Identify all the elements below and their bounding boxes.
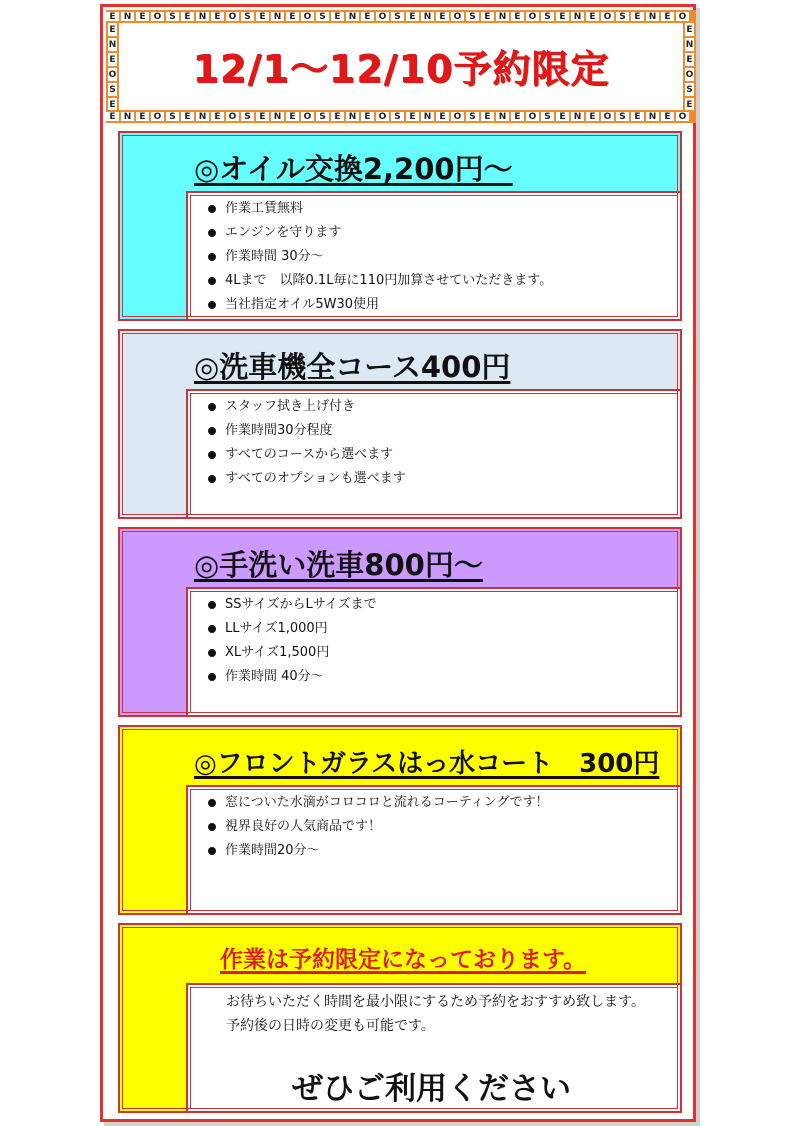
list-item: 窓についた水滴がコロコロと流れるコーティングです！ (208, 791, 548, 815)
border-letter: O (226, 12, 239, 21)
list-item: エンジンを守ります (208, 221, 552, 245)
border-letter: N (496, 112, 509, 121)
border-letter: E (511, 12, 524, 21)
section-title: ◎オイル交換2,200円～ (194, 152, 513, 186)
bullet-icon (208, 475, 216, 483)
border-letter: E (106, 12, 119, 21)
border-letter: E (686, 54, 693, 65)
section-body (186, 191, 680, 319)
border-letter: E (686, 24, 693, 35)
border-letter: S (391, 112, 404, 121)
bullet-icon (208, 649, 216, 657)
border-letter: O (526, 12, 539, 21)
border-letter: E (631, 112, 644, 121)
border-letter: N (571, 112, 584, 121)
section-accent-panel (120, 529, 186, 715)
list-item: すべてのオプションも選べます (208, 467, 406, 491)
section-reservation-notice (118, 923, 682, 1113)
border-letter: E (436, 112, 449, 121)
section-accent-panel (120, 331, 186, 517)
border-letter: S (241, 12, 254, 21)
border-letter: O (226, 112, 239, 121)
border-letter: E (109, 24, 116, 35)
bullet-list (208, 593, 377, 689)
list-item: SSサイズからLサイズまで (208, 593, 377, 617)
section-accent-panel (120, 133, 186, 319)
border-letter: E (106, 112, 119, 121)
border-letter: N (346, 112, 359, 121)
border-letter: N (496, 12, 509, 21)
border-letter: O (376, 112, 389, 121)
bullet-icon (208, 277, 216, 285)
reservation-note: お待ちいただく時間を最小限にするため予約をおすすめ致します。 (226, 994, 646, 1010)
border-letter: S (166, 12, 179, 21)
bullet-icon (208, 799, 216, 807)
border-letter: E (631, 12, 644, 21)
border-letter: N (108, 39, 117, 50)
list-item: 視界良好の人気商品です！ (208, 815, 548, 839)
border-letter: O (676, 112, 689, 121)
border-letter: E (286, 112, 299, 121)
border-letter: E (331, 112, 344, 121)
section-windshield-coat (118, 725, 682, 915)
border-letter: N (421, 112, 434, 121)
border-letter: O (451, 112, 464, 121)
bullet-icon (208, 625, 216, 633)
border-letter: E (661, 112, 674, 121)
border-letter: E (286, 12, 299, 21)
section-body (186, 389, 680, 517)
page-shadow-bottom (104, 1122, 700, 1126)
border-letter: S (316, 112, 329, 121)
border-letter: O (151, 12, 164, 21)
border-letter: N (196, 112, 209, 121)
border-letter: N (121, 112, 134, 121)
border-letter: E (556, 112, 569, 121)
bullet-list (208, 197, 552, 317)
border-letter: E (109, 99, 116, 110)
border-letter: E (661, 12, 674, 21)
list-item: 作業時間 30分～ (208, 245, 552, 269)
border-letter: E (256, 12, 269, 21)
border-letter: S (686, 84, 693, 95)
list-item: 作業時間30分程度 (208, 419, 406, 443)
border-letter: E (556, 12, 569, 21)
bullet-icon (208, 301, 216, 309)
border-letter: E (406, 112, 419, 121)
banner-border-left (106, 23, 119, 110)
section-hand-wash (118, 527, 682, 717)
border-letter: E (256, 112, 269, 121)
section-body (186, 785, 680, 913)
section-title: ◎手洗い洗車800円～ (194, 548, 483, 582)
border-letter: S (616, 12, 629, 21)
border-letter: O (676, 12, 689, 21)
list-item: スタッフ拭き上げ付き (208, 395, 406, 419)
border-letter: O (301, 12, 314, 21)
bullet-list (208, 791, 548, 863)
border-letter: E (586, 12, 599, 21)
border-letter: E (361, 112, 374, 121)
border-letter: S (541, 12, 554, 21)
border-letter: O (601, 12, 614, 21)
banner-border-bottom (106, 110, 696, 123)
banner-border-top (106, 10, 696, 23)
border-letter: S (391, 12, 404, 21)
campaign-title: 12/1～12/10予約限定 (192, 47, 610, 91)
bullet-icon (208, 403, 216, 411)
border-letter: E (136, 12, 149, 21)
border-letter: S (316, 12, 329, 21)
border-letter: N (121, 12, 134, 21)
border-letter: N (646, 12, 659, 21)
border-letter: E (181, 12, 194, 21)
bullet-icon (208, 229, 216, 237)
list-item: XLサイズ1,500円 (208, 641, 377, 665)
page-shadow-right (696, 8, 700, 1124)
section-car-wash-machine (118, 329, 682, 519)
border-letter: S (241, 112, 254, 121)
bullet-icon (208, 823, 216, 831)
border-letter: S (541, 112, 554, 121)
border-letter: E (436, 12, 449, 21)
border-letter: E (481, 12, 494, 21)
bullet-icon (208, 253, 216, 261)
border-letter: E (109, 54, 116, 65)
border-letter: E (136, 112, 149, 121)
bullet-icon (208, 451, 216, 459)
closing-message: ぜひご利用ください (292, 1071, 571, 1107)
border-letter: O (108, 69, 117, 80)
border-letter: E (181, 112, 194, 121)
list-item: 4Lまで 以降0.1L毎に110円加算させていただきます。 (208, 269, 552, 293)
border-letter: N (646, 112, 659, 121)
section-body (186, 587, 680, 715)
reservation-note: 予約後の日時の変更も可能です。 (226, 1018, 435, 1034)
list-item: LLサイズ1,000円 (208, 617, 377, 641)
border-letter: N (271, 112, 284, 121)
border-letter: S (109, 84, 116, 95)
list-item: すべてのコースから選べます (208, 443, 406, 467)
border-letter: E (361, 12, 374, 21)
list-item: 作業時間 40分～ (208, 665, 377, 689)
border-letter: S (466, 112, 479, 121)
bullet-icon (208, 205, 216, 213)
border-letter: E (211, 12, 224, 21)
list-item: 当社指定オイル5W30使用 (208, 293, 552, 317)
border-letter: S (466, 12, 479, 21)
border-letter: S (166, 112, 179, 121)
section-oil-change (118, 131, 682, 321)
border-letter: N (421, 12, 434, 21)
border-letter: O (451, 12, 464, 21)
bullet-icon (208, 427, 216, 435)
border-letter: S (616, 112, 629, 121)
border-letter: N (346, 12, 359, 21)
border-letter: O (376, 12, 389, 21)
list-item: 作業時間20分～ (208, 839, 548, 863)
bullet-list (208, 395, 406, 491)
list-item: 作業工賃無料 (208, 197, 552, 221)
border-letter: O (685, 69, 694, 80)
section-accent-panel (120, 727, 186, 913)
bullet-icon (208, 673, 216, 681)
bullet-icon (208, 847, 216, 855)
border-letter: N (685, 39, 694, 50)
section-title: ◎フロントガラスはっ水コート 300円 (194, 749, 660, 779)
border-letter: E (511, 112, 524, 121)
flyer-page (100, 4, 696, 1122)
border-letter: E (686, 99, 693, 110)
border-letter: O (151, 112, 164, 121)
border-letter: O (526, 112, 539, 121)
reservation-title: 作業は予約限定になっております。 (220, 947, 587, 973)
border-letter: N (196, 12, 209, 21)
border-letter: E (331, 12, 344, 21)
border-letter: E (211, 112, 224, 121)
bullet-icon (208, 601, 216, 609)
section-body (186, 983, 680, 1111)
border-letter: E (406, 12, 419, 21)
banner-border-right (683, 23, 696, 110)
border-letter: N (271, 12, 284, 21)
border-letter: O (301, 112, 314, 121)
border-letter: E (481, 112, 494, 121)
section-title: ◎洗車機全コース400円 (194, 350, 511, 384)
header-banner (106, 10, 696, 123)
border-letter: E (586, 112, 599, 121)
section-accent-panel (120, 925, 186, 1111)
border-letter: O (601, 112, 614, 121)
border-letter: N (571, 12, 584, 21)
